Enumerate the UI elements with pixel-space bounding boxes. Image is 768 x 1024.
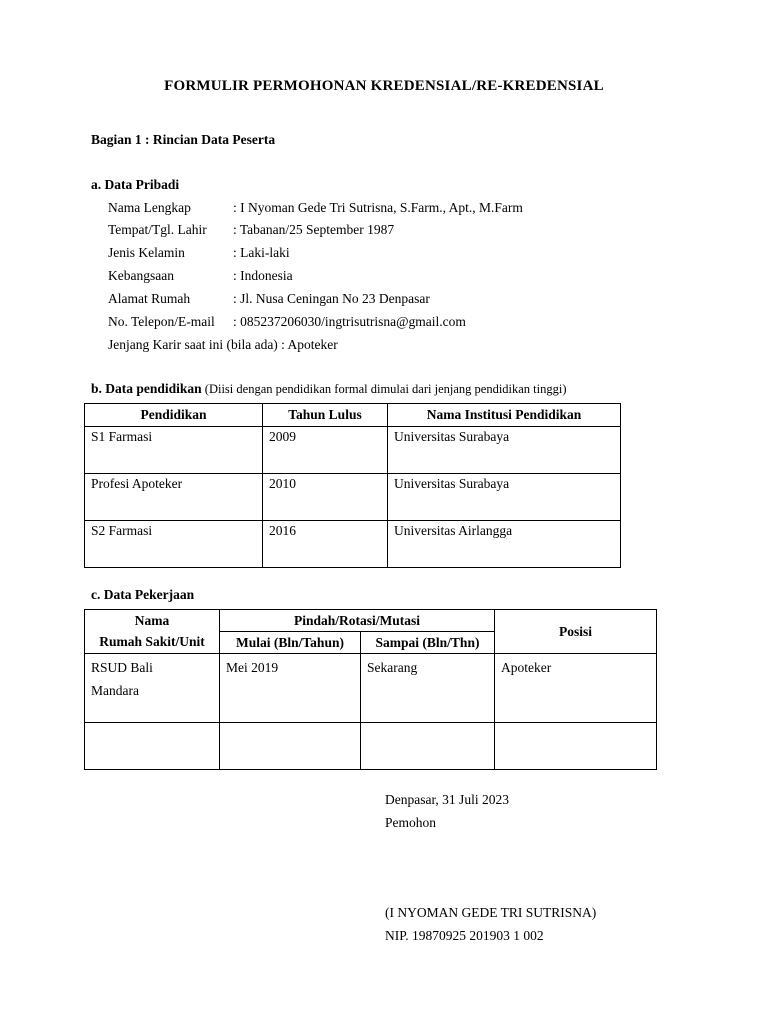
column-header-move: Pindah/Rotasi/Mutasi xyxy=(220,610,495,632)
nationality-value: : Indonesia xyxy=(233,268,293,283)
table-row xyxy=(85,521,621,568)
education-table xyxy=(84,403,621,568)
table-row xyxy=(85,427,621,474)
table-cell: Universitas Airlangga xyxy=(388,521,621,568)
career-level: Jenjang Karir saat ini (bila ada) : Apoteker xyxy=(108,337,338,352)
birth-label: Tempat/Tgl. Lahir xyxy=(108,222,207,237)
table-cell: S1 Farmasi xyxy=(85,427,263,474)
column-header: Pendidikan xyxy=(85,404,263,427)
column-header-start: Mulai (Bln/Tahun) xyxy=(220,632,361,654)
address-value: : Jl. Nusa Ceningan No 23 Denpasar xyxy=(233,291,430,306)
column-header-end: Sampai (Bln/Thn) xyxy=(361,632,495,654)
table-row xyxy=(85,723,657,770)
address-label: Alamat Rumah xyxy=(108,291,191,306)
table-cell: Profesi Apoteker xyxy=(85,474,263,521)
table-cell: Universitas Surabaya xyxy=(388,474,621,521)
education-heading-title: b. Data pendidikan xyxy=(91,381,202,396)
column-header-name-2: Rumah Sakit/Unit xyxy=(85,632,220,654)
table-cell: S2 Farmasi xyxy=(85,521,263,568)
work-heading: c. Data Pekerjaan xyxy=(91,587,195,602)
table-cell xyxy=(495,723,657,770)
gender-label: Jenis Kelamin xyxy=(108,245,185,260)
column-header: Nama Institusi Pendidikan xyxy=(388,404,621,427)
signature-nip: NIP. 19870925 201903 1 002 xyxy=(385,928,544,943)
signature-place-date: Denpasar, 31 Juli 2023 xyxy=(385,792,509,807)
form-title: FORMULIR PERMOHONAN KREDENSIAL/RE-KREDENSIAL xyxy=(164,78,604,94)
table-cell: Apoteker xyxy=(495,654,657,723)
cell-line: Mandara xyxy=(91,683,139,698)
contact-value: : 085237206030/ingtrisutrisna@gmail.com xyxy=(233,314,466,329)
contact-label: No. Telepon/E-mail xyxy=(108,314,215,329)
cell-line: RSUD Bali xyxy=(91,660,153,675)
work-table xyxy=(84,609,657,770)
column-header-position: Posisi xyxy=(495,610,657,654)
table-cell: Universitas Surabaya xyxy=(388,427,621,474)
personal-data-heading: a. Data Pribadi xyxy=(91,177,180,192)
table-cell xyxy=(85,723,220,770)
column-header-name-1: Nama xyxy=(85,610,220,632)
full-name-value: : I Nyoman Gede Tri Sutrisna, S.Farm., Apt., M.Farm xyxy=(233,200,523,215)
table-cell xyxy=(220,723,361,770)
education-heading xyxy=(91,381,567,397)
table-header-row xyxy=(85,610,657,632)
education-heading-note: (Diisi dengan pendidikan formal dimulai dari jenjang pendidikan tinggi) xyxy=(201,382,567,396)
table-cell: 2009 xyxy=(263,427,388,474)
table-header-row xyxy=(85,404,621,427)
full-name-label: Nama Lengkap xyxy=(108,200,191,215)
table-row xyxy=(85,474,621,521)
signature-name: (I NYOMAN GEDE TRI SUTRISNA) xyxy=(385,905,597,920)
section-heading: Bagian 1 : Rincian Data Peserta xyxy=(91,132,276,147)
table-row xyxy=(85,654,657,723)
birth-value: : Tabanan/25 September 1987 xyxy=(233,222,395,237)
table-cell: Sekarang xyxy=(361,654,495,723)
signature-role: Pemohon xyxy=(385,815,437,830)
table-cell xyxy=(361,723,495,770)
table-cell: 2016 xyxy=(263,521,388,568)
table-cell xyxy=(85,654,220,723)
nationality-label: Kebangsaan xyxy=(108,268,174,283)
table-cell: 2010 xyxy=(263,474,388,521)
gender-value: : Laki-laki xyxy=(233,245,290,260)
column-header: Tahun Lulus xyxy=(263,404,388,427)
table-cell: Mei 2019 xyxy=(220,654,361,723)
